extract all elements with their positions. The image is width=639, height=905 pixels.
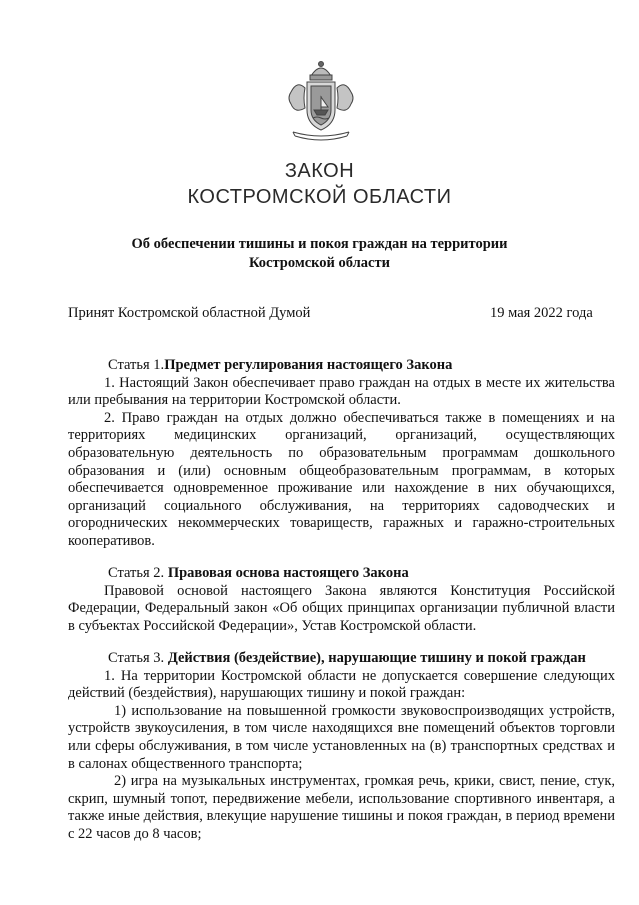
article-2-number: Статья 2. <box>108 565 168 581</box>
article-3-heading <box>68 650 615 668</box>
article-3-number: Статья 3. <box>108 650 168 666</box>
article-2-heading <box>68 565 615 583</box>
law-title-line1: Об обеспечении тишины и покоя граждан на территории <box>131 236 508 252</box>
article-1-paragraph: 2. Право граждан на отдых должно обеспечиваться также в помещениях и на территориях медицинских организаций, организаций, осуществляющих образовательную деятельность по образовательным программам дошкольного образования и (или) основным общеобразовательным программам, в которых обеспечивается одновременное проживание или нахождение в них обучающихся, организаций социального обслуживания, на территориях садоводческих и огороднических некоммерческих товариществ, гаражных и гаражно-строительных кооперативов. <box>68 409 615 549</box>
article-2-title: Правовая основа настоящего Закона <box>167 565 409 581</box>
law-title-line2: Костромской области <box>249 255 390 271</box>
article-1 <box>68 357 615 551</box>
coat-of-arms-emblem <box>281 58 361 144</box>
adoption-date: 19 мая 2022 года <box>490 305 593 321</box>
law-heading-line2: КОСТРОМСКОЙ ОБЛАСТИ <box>187 186 452 208</box>
adopted-by: Принят Костромской областной Думой <box>68 305 311 321</box>
article-1-heading <box>68 357 615 375</box>
article-3 <box>68 650 615 844</box>
article-3-paragraph: 1. На территории Костромской области не допускается совершение следующих действий (бездействия), нарушающих тишину и покой граждан: <box>68 667 615 702</box>
article-2 <box>68 565 615 635</box>
article-3-item-2: 2) игра на музыкальных инструментах, громкая речь, крики, свист, пение, стук, скрип, шумный топот, передвижение мебели, использование спортивного инвентаря, а также иные действия, влекущие нарушение тишины и покоя граждан, в период времени с 22 часов до 8 часов; <box>68 773 615 842</box>
article-3-item-1: 1) использование на повышенной громкости звуковоспроизводящих устройств, устройств звукоусиления, в том числе находящихся вне помещений объектов торговли или сферы обслуживания, в том числе установленных на (в) транспортных средствах и в салонах общественного транспорта; <box>68 702 615 772</box>
article-2-paragraph: Правовой основой настоящего Закона являются Конституция Российской Федерации, Федеральный закон «Об общих принципах организации публичной власти в субъектах Российской Федерации», Устав Костромской области. <box>68 582 615 634</box>
article-1-title: Предмет регулирования настоящего Закона <box>164 357 453 373</box>
article-3-title: Действия (бездействие), нарушающие тишину и покой граждан <box>167 650 586 666</box>
article-1-paragraph: 1. Настоящий Закон обеспечивает право граждан на отдых в месте их жительства или пребывания на территории Костромской области. <box>68 374 615 409</box>
article-1-number: Статья 1. <box>108 357 165 373</box>
law-heading-line1: ЗАКОН <box>284 160 355 182</box>
